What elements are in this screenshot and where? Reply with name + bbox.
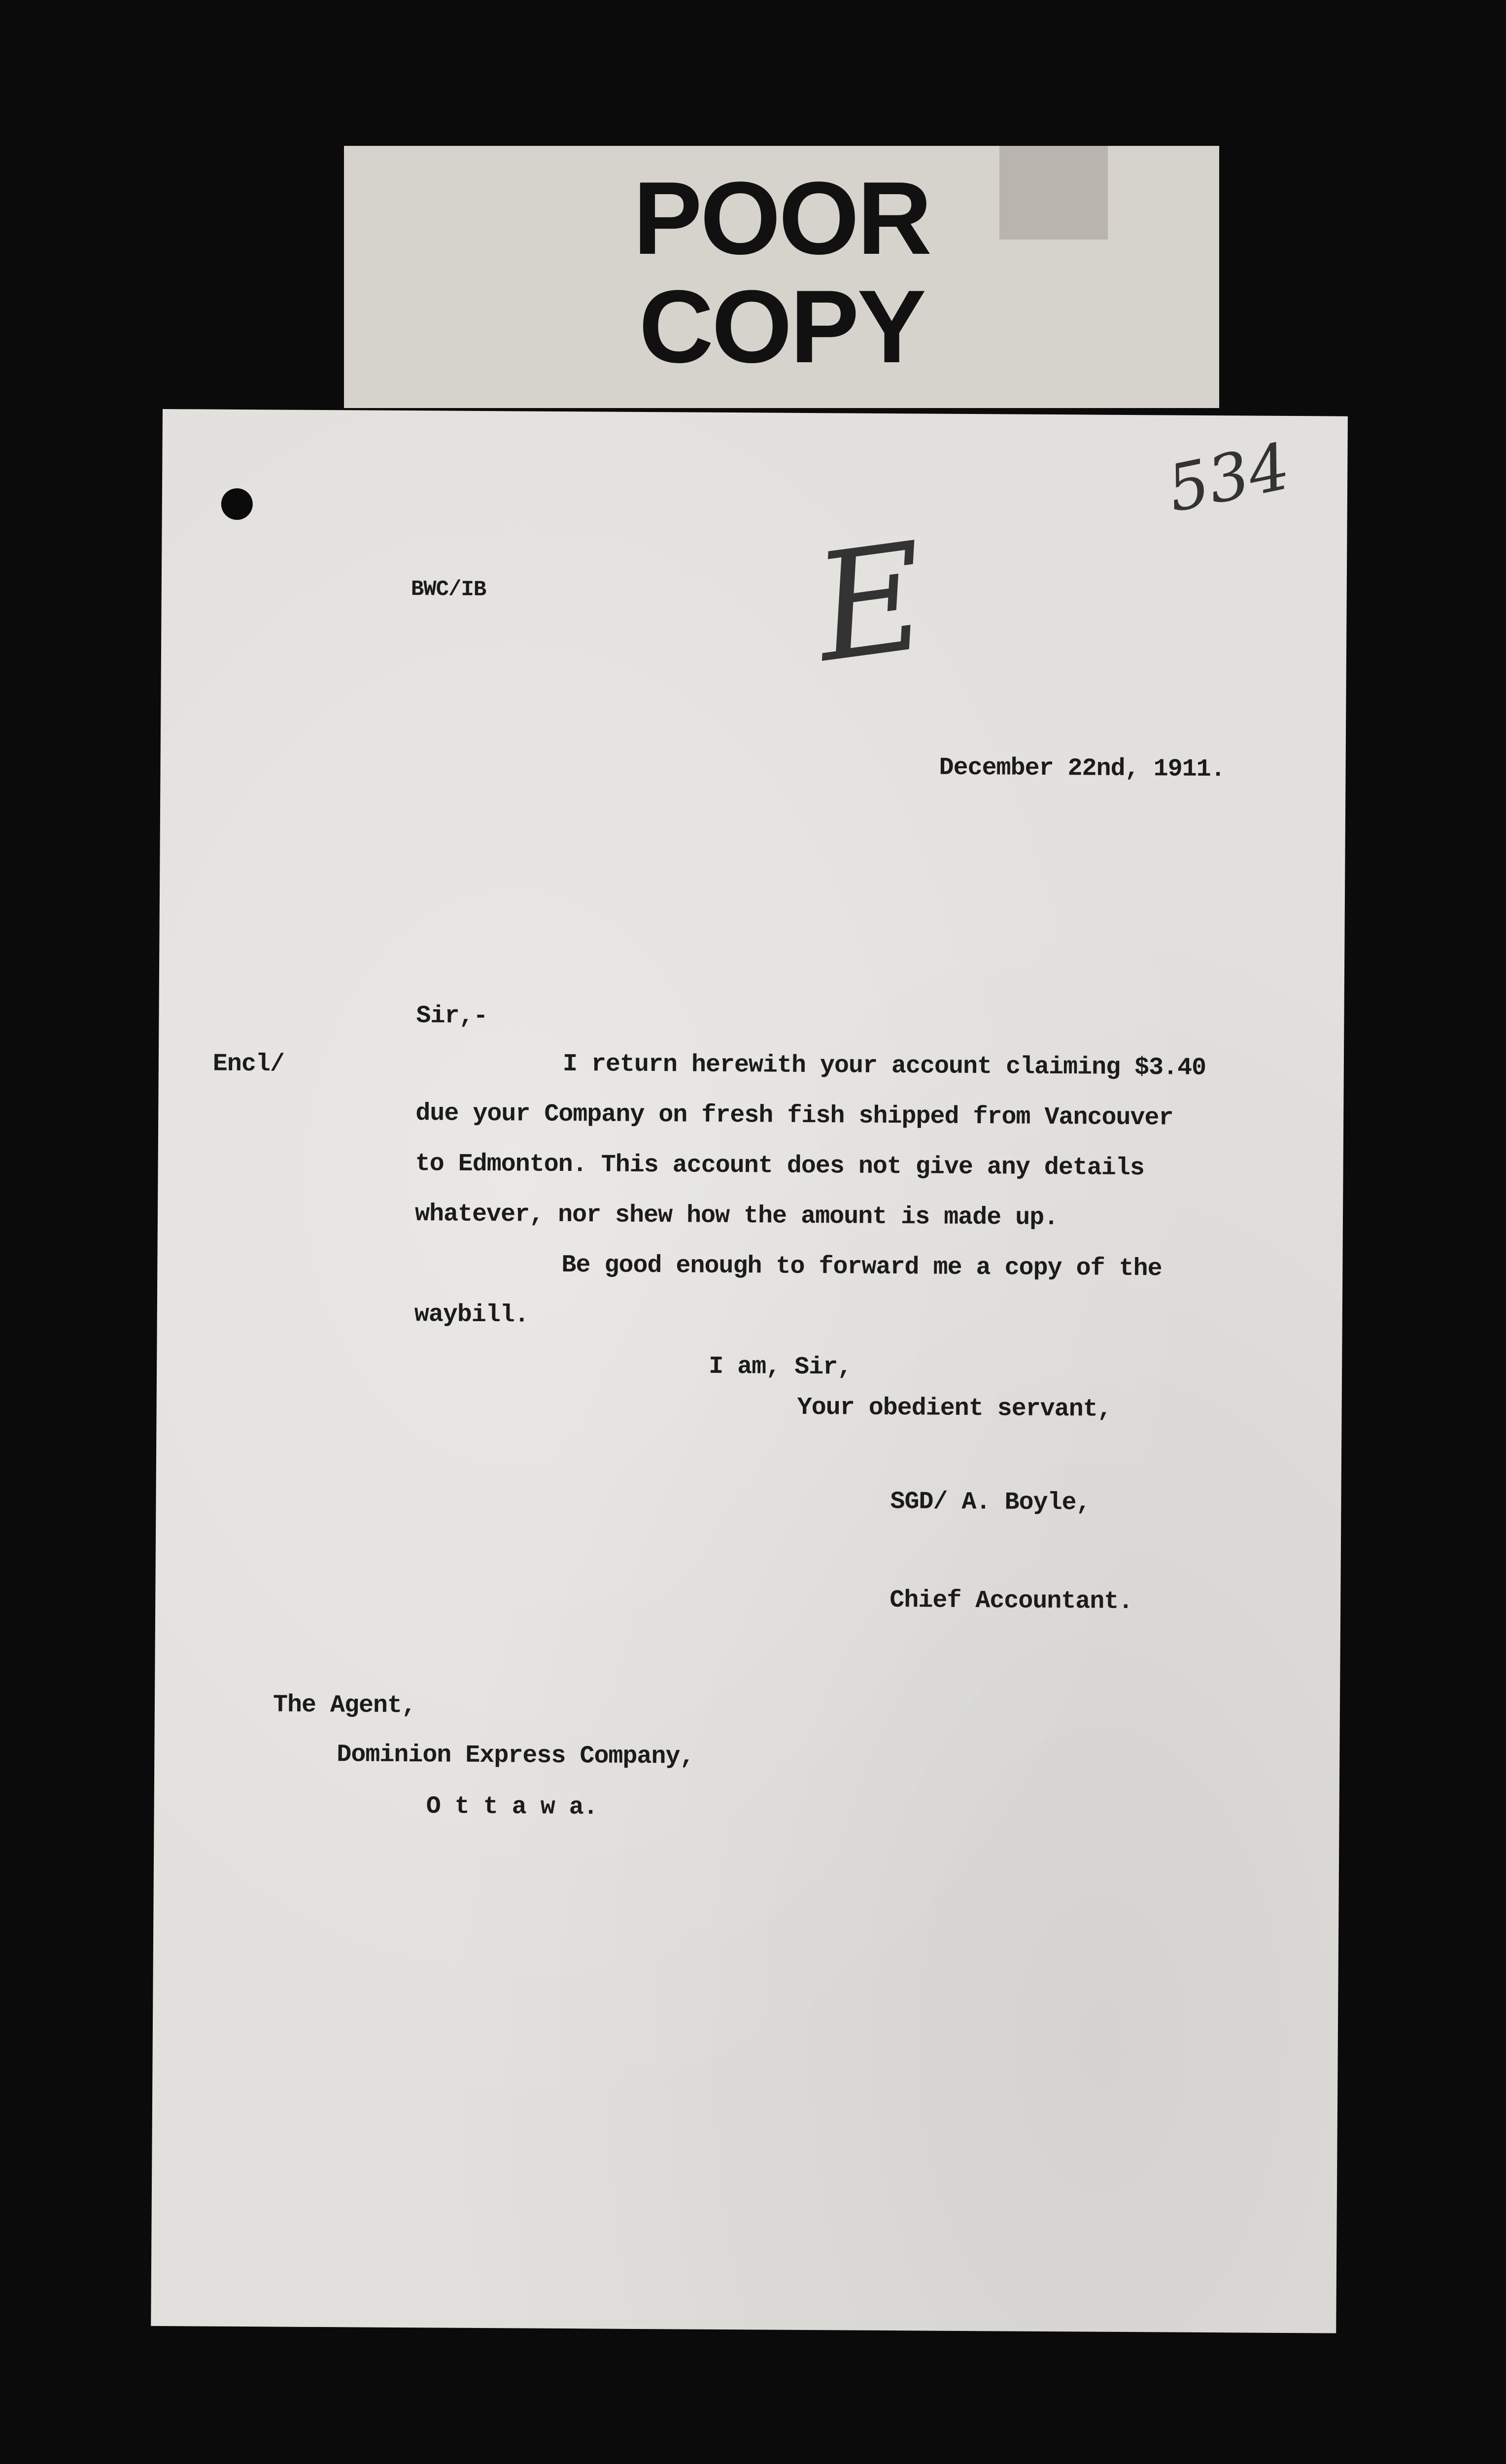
closing-line-2: Your obedient servant, (797, 1393, 1112, 1424)
body-line-1: I return herewith your account claiming $3.40 (562, 1050, 1206, 1082)
address-line-3: O t t a w a. (426, 1792, 598, 1822)
punch-hole (221, 488, 253, 520)
closing-line-1: I am, Sir, (708, 1352, 852, 1382)
reference-code: BWC/IB (411, 577, 486, 603)
poor-copy-line-1: POOR (633, 160, 930, 276)
signature: SGD/ A. Boyle, (890, 1488, 1091, 1517)
body-line-2: due your Company on fresh fish shipped from Vancouver (415, 1099, 1173, 1132)
address-line-2: Dominion Express Company, (337, 1741, 694, 1771)
body-line-6: waybill. (414, 1300, 529, 1330)
body-line-4: whatever, nor shew how the amount is made up. (414, 1200, 1059, 1232)
signer-title: Chief Accountant. (890, 1586, 1133, 1616)
poor-copy-label (344, 146, 1219, 408)
handwritten-number: 534 (1161, 428, 1297, 527)
enclosure-note: Encl/ (212, 1050, 285, 1079)
body-line-5: Be good enough to forward me a copy of the (561, 1251, 1162, 1283)
handwritten-mark: E (806, 510, 936, 695)
address-line-1: The Agent, (273, 1691, 416, 1720)
salutation: Sir,- (416, 1002, 488, 1031)
poor-copy-line-2: COPY (639, 269, 924, 384)
letter-date: December 22nd, 1911. (939, 753, 1225, 784)
letter-sheet (151, 409, 1348, 2333)
body-line-3: to Edmonton. This account does not give any details (415, 1150, 1145, 1183)
